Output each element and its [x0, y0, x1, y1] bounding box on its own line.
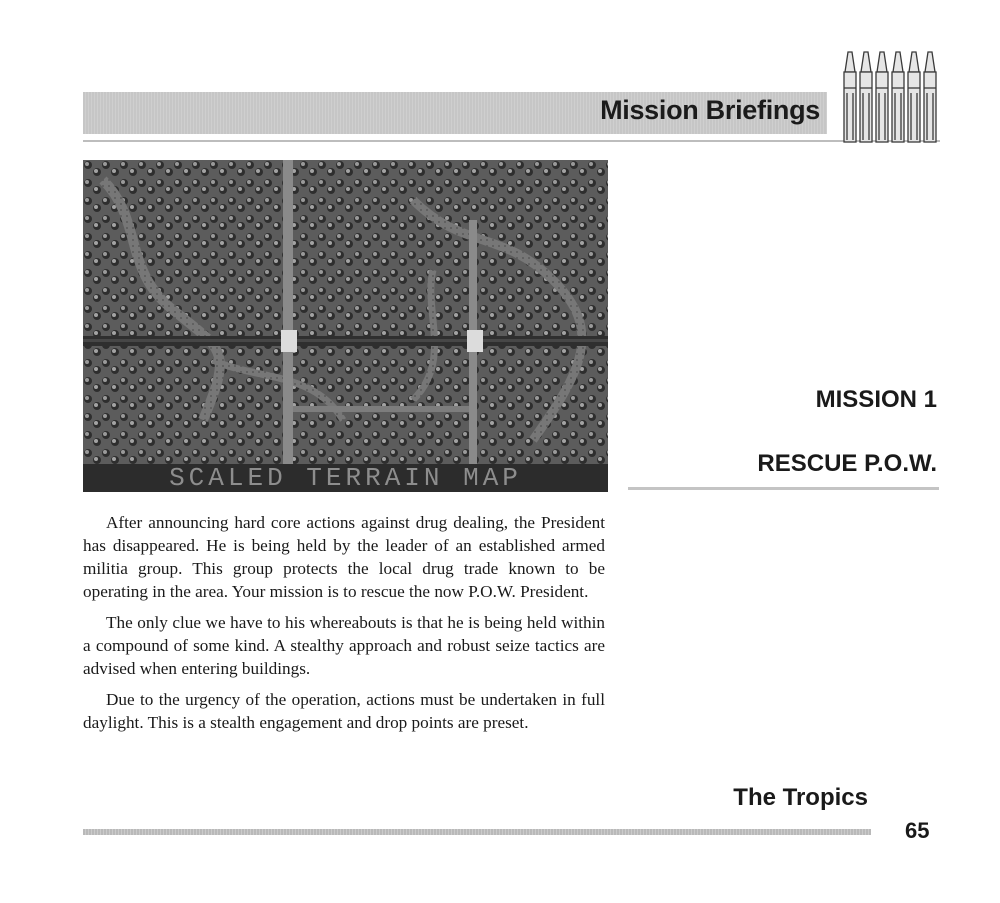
page-title: Mission Briefings	[600, 95, 820, 125]
briefing-paragraph: Due to the urgency of the operation, actions must be undertaken in full daylight. This is a stealth engagement and drop points are preset.	[83, 690, 605, 732]
terrain-map-graphic	[83, 160, 608, 464]
mission-name: RESCUE P.O.W.	[757, 450, 937, 477]
briefing-paragraph: The only clue we have to his whereabouts is that he is being held within a compound of some kind. A stealthy approach and robust seize tactics are advised when entering buildings.	[83, 613, 605, 678]
terrain-map-image	[83, 160, 608, 492]
header-rule	[83, 140, 940, 142]
map-caption: SCALED TERRAIN MAP	[83, 464, 608, 492]
briefing-paragraph: After announcing hard core actions against drug dealing, the President has disappeared. He is being held by the leader of an established armed militia group. This group protects the local drug trade known to be operating in the area. Your mission is to rescue the now P.O.W. President.	[83, 513, 605, 601]
briefing-text	[83, 511, 605, 742]
footer-rule	[83, 829, 871, 835]
page-number: 65	[905, 818, 930, 843]
mission-number: MISSION 1	[815, 386, 937, 413]
mission-rule	[628, 487, 939, 490]
ammo-cartridges-icon	[842, 48, 942, 144]
region-title: The Tropics	[733, 784, 868, 811]
